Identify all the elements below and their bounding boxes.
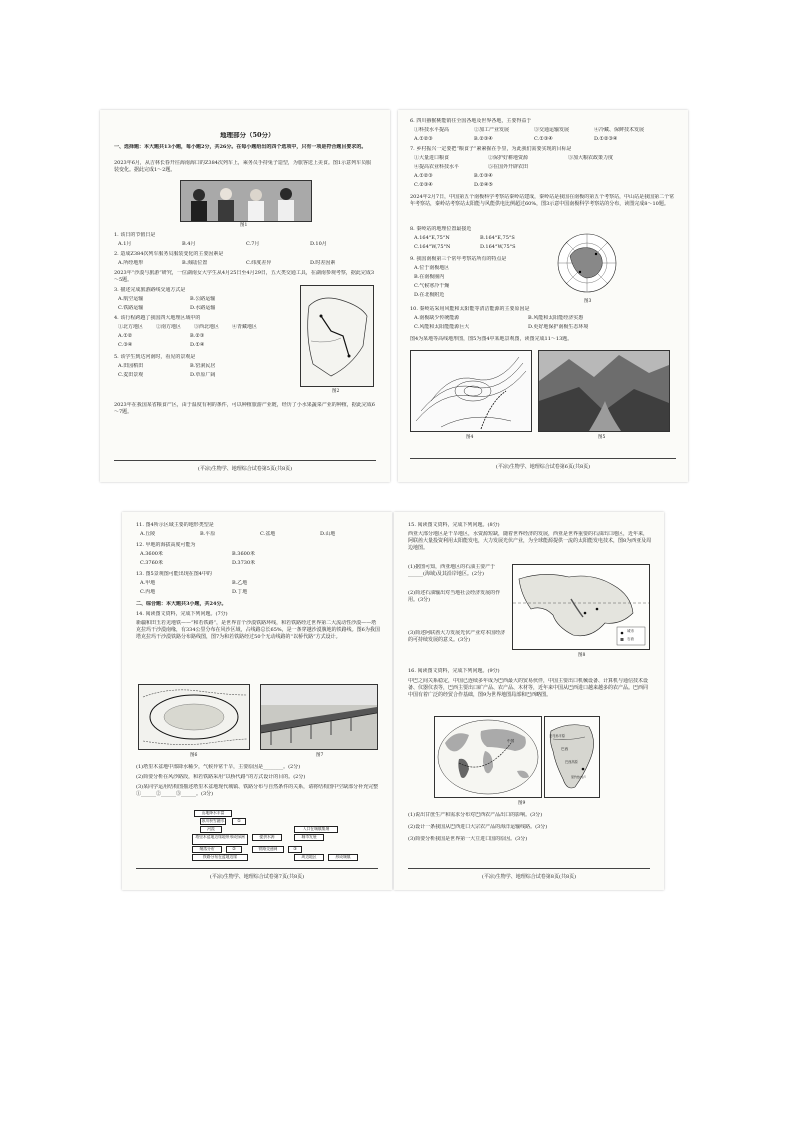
figure-2-caption: 图2 (332, 389, 340, 394)
q4-choice-4: ④青藏地区 (232, 324, 258, 330)
q12-option-b: B.3600米 (232, 551, 255, 557)
passage-6: 新疆和田玉若羌地铁——“和若铁路”，是世界首个沙漠铁路环线，和若铁路经过世界第二大流动性沙漠——塔克拉玛干沙漠南缘，有334公里分布在风沙区域，占线路总长65%，是一条穿越沙漠腹地的铁路线。图6为我国塔克拉玛干沙漠铁路分布路线图，图7为和若铁路经过50个无动线路的“以桥代路”方式设计。 (136, 620, 380, 640)
figure-5-caption: 图5 (598, 435, 606, 440)
question-1: 1. 该日的节假日是 (114, 232, 156, 238)
flow-box-water: 提供水源 (252, 834, 282, 841)
figure-6-caption: 图6 (190, 753, 198, 758)
label-brazilian-plateau: 巴西高原 (565, 760, 578, 764)
q6-choice-3: ③交通运输发展 (534, 127, 570, 133)
exam-page-7 (122, 512, 392, 890)
page-6-footer: (平凉)生物学、地理综合试卷第6页(共8页) (495, 464, 591, 470)
q4-choice-2: ②南方地区 (156, 324, 182, 330)
q6-option-c: C.①③④ (534, 136, 553, 142)
q6-option-a: A.①②③ (414, 136, 433, 142)
passage-2: 2023年“沙漠与旅游”研究，一位湖南女大学生从4月25日至4月29日，五大类交通工具，在湖南参观考察，据此完成3～5题。 (114, 270, 375, 283)
flow-box-settlement: 聚落分布 (192, 846, 222, 853)
q13-option-a: A.甲地 (140, 580, 156, 586)
figure-9-brazil-map (544, 716, 600, 798)
exam-page-6 (398, 110, 688, 482)
figure-1-train-staff-photo (180, 180, 312, 222)
q9-option-b: B.在南极圈内 (414, 274, 445, 280)
figure-3-caption: 图3 (584, 299, 592, 304)
q9-option-a: A.位于南极地区 (414, 265, 450, 271)
flow-box-rail-net: 铁路交通网 (252, 846, 284, 853)
subquestion-15-1: (1)据图可知，西亚地区的石油主要产于______(海域)及其沿岸地区。(2分) (408, 564, 496, 577)
q7-choice-3: ③加大粮农政策力度 (568, 155, 614, 161)
q7-choice-1: ①大量进口粮食 (414, 155, 450, 161)
question-7: 7. 乡村振兴一定要把“粮食子”紧紧握在手里，为此我们需要实现的目标是 (410, 146, 572, 152)
q10-option-a: A.南极缺少传统能源 (414, 315, 460, 321)
q8-option-c: C.164°W,75°N (414, 244, 451, 250)
q2-option-a: A.所经地形 (118, 260, 144, 266)
q3-option-c: C.铁路运输 (118, 305, 144, 311)
q4-option-d: D.①④ (190, 342, 205, 348)
question-9: 9. 我国南极第三个常年考察站所有的特点是 (410, 256, 507, 262)
tarim-basin-map (139, 685, 249, 749)
figure-4-contour-map (410, 350, 532, 432)
flow-box-2: 冰川积雪融水 (201, 818, 225, 823)
footer-rule (410, 458, 676, 459)
q5-option-c: C.麦田景观 (118, 372, 144, 378)
q13-option-c: C.丙地 (140, 589, 156, 595)
q3-option-a: A.航空运输 (118, 296, 144, 302)
q2-option-d: D.时差因素 (310, 260, 336, 266)
question-3: 3. 描述完成旅游路线交通方式是 (114, 287, 186, 293)
label-rio: 里约热内卢 (571, 775, 587, 779)
q6-option-d: D.①②③④ (594, 136, 618, 142)
figure-8-caption: 图8 (578, 653, 586, 658)
q2-option-b: B.海陆位置 (182, 260, 208, 266)
question-12: 12. 甲地的海拔高度可能为 (136, 542, 196, 548)
flow-box-blank-3: ③ (288, 846, 302, 853)
q13-option-d: D.丁地 (232, 589, 248, 595)
footer-rule (114, 460, 376, 461)
q11-option-c: C.盆地 (260, 531, 276, 537)
q8-option-d: D.164°W,75°S (480, 244, 516, 250)
q1-option-a: A.1月 (118, 241, 132, 247)
flow-box-city: 城市发展 (294, 834, 324, 841)
flow-box-blank-2: ② (226, 846, 242, 853)
figure-9-world-map (434, 716, 542, 798)
figure-7-bridge-photo (260, 684, 378, 750)
staff-silhouettes (181, 181, 311, 221)
question-14: 14. 阅读图文资料，完成下列问题。(7分) (136, 611, 228, 617)
q8-option-b: B.164°E,75°S (480, 235, 515, 241)
page-8-footer: (平凉)生物学、地理综合试卷第8页(共8页) (481, 874, 577, 880)
page-5-footer: (平凉)生物学、地理综合试卷第5页(共8页) (197, 466, 293, 472)
question-13: 13. 图5景观图可能出现在图4中的 (136, 571, 212, 577)
q12-option-c: C.3760米 (140, 560, 163, 566)
question-16: 16. 阅读图文资料，完成下列问题。(9分) (408, 668, 500, 674)
q10-option-c: C.风能和太阳能能源巨大 (414, 324, 470, 330)
question-10: 10. 秦岭站采用风能和太阳能等清洁能源的主要原因是 (410, 306, 530, 312)
flow-box-town: 形成城镇 (328, 854, 358, 861)
q4-option-c: C.③④ (118, 342, 133, 348)
q5-option-b: B.窑洞民居 (190, 363, 216, 369)
q12-option-a: A.3600米 (140, 551, 163, 557)
q6-choice-2: ②加工产业发展 (474, 127, 510, 133)
question-2: 2. 造成Z384次列车服务员服装变化的主要因素是 (114, 251, 224, 257)
passage-5: 图4为某地等高线地形图，图5为图4中某地景观图，读图完成11～13题。 (410, 336, 573, 342)
figure-6-railway-map (138, 684, 250, 750)
q4-choice-3: ③西北地区 (194, 324, 220, 330)
q10-option-d: D.更好地保护南极生态环境 (528, 324, 589, 330)
q7-choice-4: ④提高农业科技水平 (414, 164, 460, 170)
q5-option-d: D.草原广阔 (190, 372, 216, 378)
q3-option-b: B.公路运输 (190, 296, 216, 302)
passage-3: 2023年在我国某省粮食产区，由于温度有利的条件，可以种植旅游产业链，经历了小水果蔬菜产业的种植，据此完成6～7题。 (114, 402, 375, 415)
passage-4: 2024年2月7日，中国第五个南极科学考察站秦岭站建成，秦岭站是我国在南极的第五个考察站，中山站是我国第二个常年考察站，秦岭站考察站太阳能与风能供电比例超过60%，图3示意中国南极科学考察站的分布，读图完成8～10题。 (410, 194, 675, 207)
q9-option-d: D.在北极附近 (414, 292, 445, 298)
page-7-footer: (平凉)生物学、地理综合试卷第7页(共8页) (209, 874, 305, 880)
subquestion-14-2: (2)简要分析在风沙路段，和若铁路采用“以桥代路”的方式设计的目的。(2分) (136, 774, 306, 780)
section-2-heading: 二、综合题：本大题共3小题，共24分。 (136, 601, 227, 607)
contour-lines (411, 351, 531, 431)
q6-choice-4: ④冷藏、保鲜技术发展 (594, 127, 645, 133)
flow-box-1: 山地降水丰富 (194, 810, 232, 817)
label-china: 中国 (507, 739, 515, 743)
q7-choice-5: ⑤在国外开辟农田 (488, 164, 529, 170)
question-4: 4. 该行程跨越了我国四大地理区域中的 (114, 315, 201, 321)
q4-option-a: A.①② (118, 333, 133, 339)
label-amazon-plain: 亚马孙平原 (549, 734, 565, 738)
subquestion-14-3: (3)某同学运用结构图描述塔里木盆地现代城镇、铁路分布与自然条件的关系，请将结构图中空缺部分补充完整①______②______③______。(3分) (136, 784, 379, 797)
subquestion-14-1: (1)塔里木盆地中部降水稀少，气候异常干旱，主要原因是________。(2分) (136, 764, 301, 770)
label-brazil: 巴西 (561, 747, 569, 751)
figure-5-valley-photo (538, 350, 670, 432)
question-8: 8. 秦岭站的地理位置最接近 (410, 226, 472, 232)
exam-page-5 (100, 110, 390, 482)
subquestion-15-3: (3)简述阿联酋大力发展光伏产业对本国经济的可持续发展的意义。(3分) (408, 630, 506, 643)
footer-rule (408, 868, 650, 869)
q7-choice-2: ②保护好耕地资源 (488, 155, 529, 161)
figure-3-polar-map (556, 232, 618, 294)
q6-option-b: B.②③④ (474, 136, 493, 142)
subquestion-16-1: (1)说出甘蔗生产和需求分布对巴西农产品出口的影响。(3分) (408, 812, 543, 818)
flow-box-river: 河流 (200, 826, 222, 833)
question-5: 5. 该学生到达河南时，看见的景观是 (114, 354, 196, 360)
legend-city: 城市 (627, 629, 634, 633)
question-11: 11. 图4所示区域主要的地形类型是 (136, 522, 214, 528)
choice-intro: 一、选择题：本大题共13小题，每小题2分，共26分。在每小题给出的四个选项中，只有一项是符合题目要求的。 (114, 144, 367, 150)
q2-option-c: C.纬度差异 (246, 260, 272, 266)
question-15: 15. 阅读图文资料，完成下列问题。(8分) (408, 522, 500, 528)
q13-option-b: B.乙地 (232, 580, 248, 586)
figure-8-west-asia-map (512, 564, 650, 650)
flow-box-rail-edge: 铁路分布在盆地边缘 (192, 854, 248, 861)
passage-1: 2023年6月，从吉林长春开往海南海口的Z384次列车上，乘务员手持兔子造型，为旅客送上美食。图1示意列车员服装变化。据此完成1～2题。 (114, 160, 372, 173)
valley-landscape (539, 351, 669, 431)
q5-option-a: A.田园稻田 (118, 363, 144, 369)
exam-page-8 (394, 512, 664, 890)
q3-option-d: D.水路运输 (190, 305, 216, 311)
q7-option-c: C.②③④ (414, 182, 433, 188)
figure-1-caption: 图1 (240, 223, 248, 228)
legend-oil: 石油 (627, 637, 634, 641)
q11-option-b: B.平原 (200, 531, 216, 537)
q4-option-b: B.②③ (190, 333, 205, 339)
route-map-drawing (301, 286, 373, 386)
world-map-outline (435, 717, 541, 797)
figure-4-caption: 图4 (466, 435, 474, 440)
q1-option-b: B.4月 (182, 241, 196, 247)
q1-option-c: C.7月 (246, 241, 260, 247)
q11-option-a: A.丘陵 (140, 531, 156, 537)
subquestion-15-2: (2)简述石油输出对当地社会经济发展的作用。(3分) (408, 590, 501, 603)
q7-option-b: B.①③④ (474, 173, 493, 179)
polar-projection (556, 232, 618, 294)
q11-option-d: D.山地 (320, 531, 336, 537)
q1-option-d: D.10月 (310, 241, 327, 247)
question-6: 6. 四川猕猴桃能销往全国各地及世界各地，主要得益于 (410, 118, 532, 124)
q6-choice-1: ①科技水平提高 (414, 127, 450, 133)
q7-option-a: A.①②③ (414, 173, 433, 179)
q12-option-d: D.3730米 (232, 560, 256, 566)
figure-9-caption: 图9 (518, 801, 526, 806)
figure-2-route-map (300, 285, 374, 387)
q7-option-d: D.②④⑤ (474, 182, 493, 188)
brazil-outline (545, 717, 599, 797)
flow-box-population: 人口在城镇集聚 (294, 826, 338, 833)
desert-bridge (261, 685, 377, 749)
q8-option-a: A.164°E,75°N (414, 235, 450, 241)
flow-box-surrounding: 周边地区 (294, 854, 324, 861)
q4-choice-1: ①北方地区 (118, 324, 144, 330)
q10-option-b: B.风能和太阳能经济实惠 (528, 315, 584, 321)
figure-7-caption: 图7 (316, 753, 324, 758)
passage-7: 西亚大部分地区是干旱地区，水资源短缺，随着世界经济的发展，西亚是世界重要的石油出口地区，近年来，阿联酋大量投资利用太阳能发电，大力发展光伏产业，为全球能源提供一流的太阳能发电技术，图8为西亚及周边地图。 (408, 531, 652, 551)
subquestion-16-2: (2)设计一条我国从巴西进口大宗农产品的海洋运输线路。(3分) (408, 824, 548, 830)
flow-box-blank-1: ① (232, 818, 246, 825)
passage-8: 中巴之间关系稳定，中国已连续多年成为巴西最大的贸易伙伴，中国主要出口机械设备、计算机与通信技术设备、仪器仪表等，巴西主要出口矿产品、农产品、木材等，近年来中国从巴西进口越来越多的农产品。巴西同中国有着广泛的经贸合作基础，图9为世界地图局部和巴西略图。 (408, 678, 649, 698)
subquestion-16-3: (3)简要分析我国是世界第一大豆进口国的原因。(3分) (408, 836, 528, 842)
footer-rule (136, 868, 378, 869)
q9-option-c: C.气候寒冷干燥 (414, 283, 450, 289)
flow-box-oasis: 塔里木盆地边缘地带形成绿洲 (192, 834, 248, 845)
section-title: 地理部分（50分） (220, 132, 275, 139)
